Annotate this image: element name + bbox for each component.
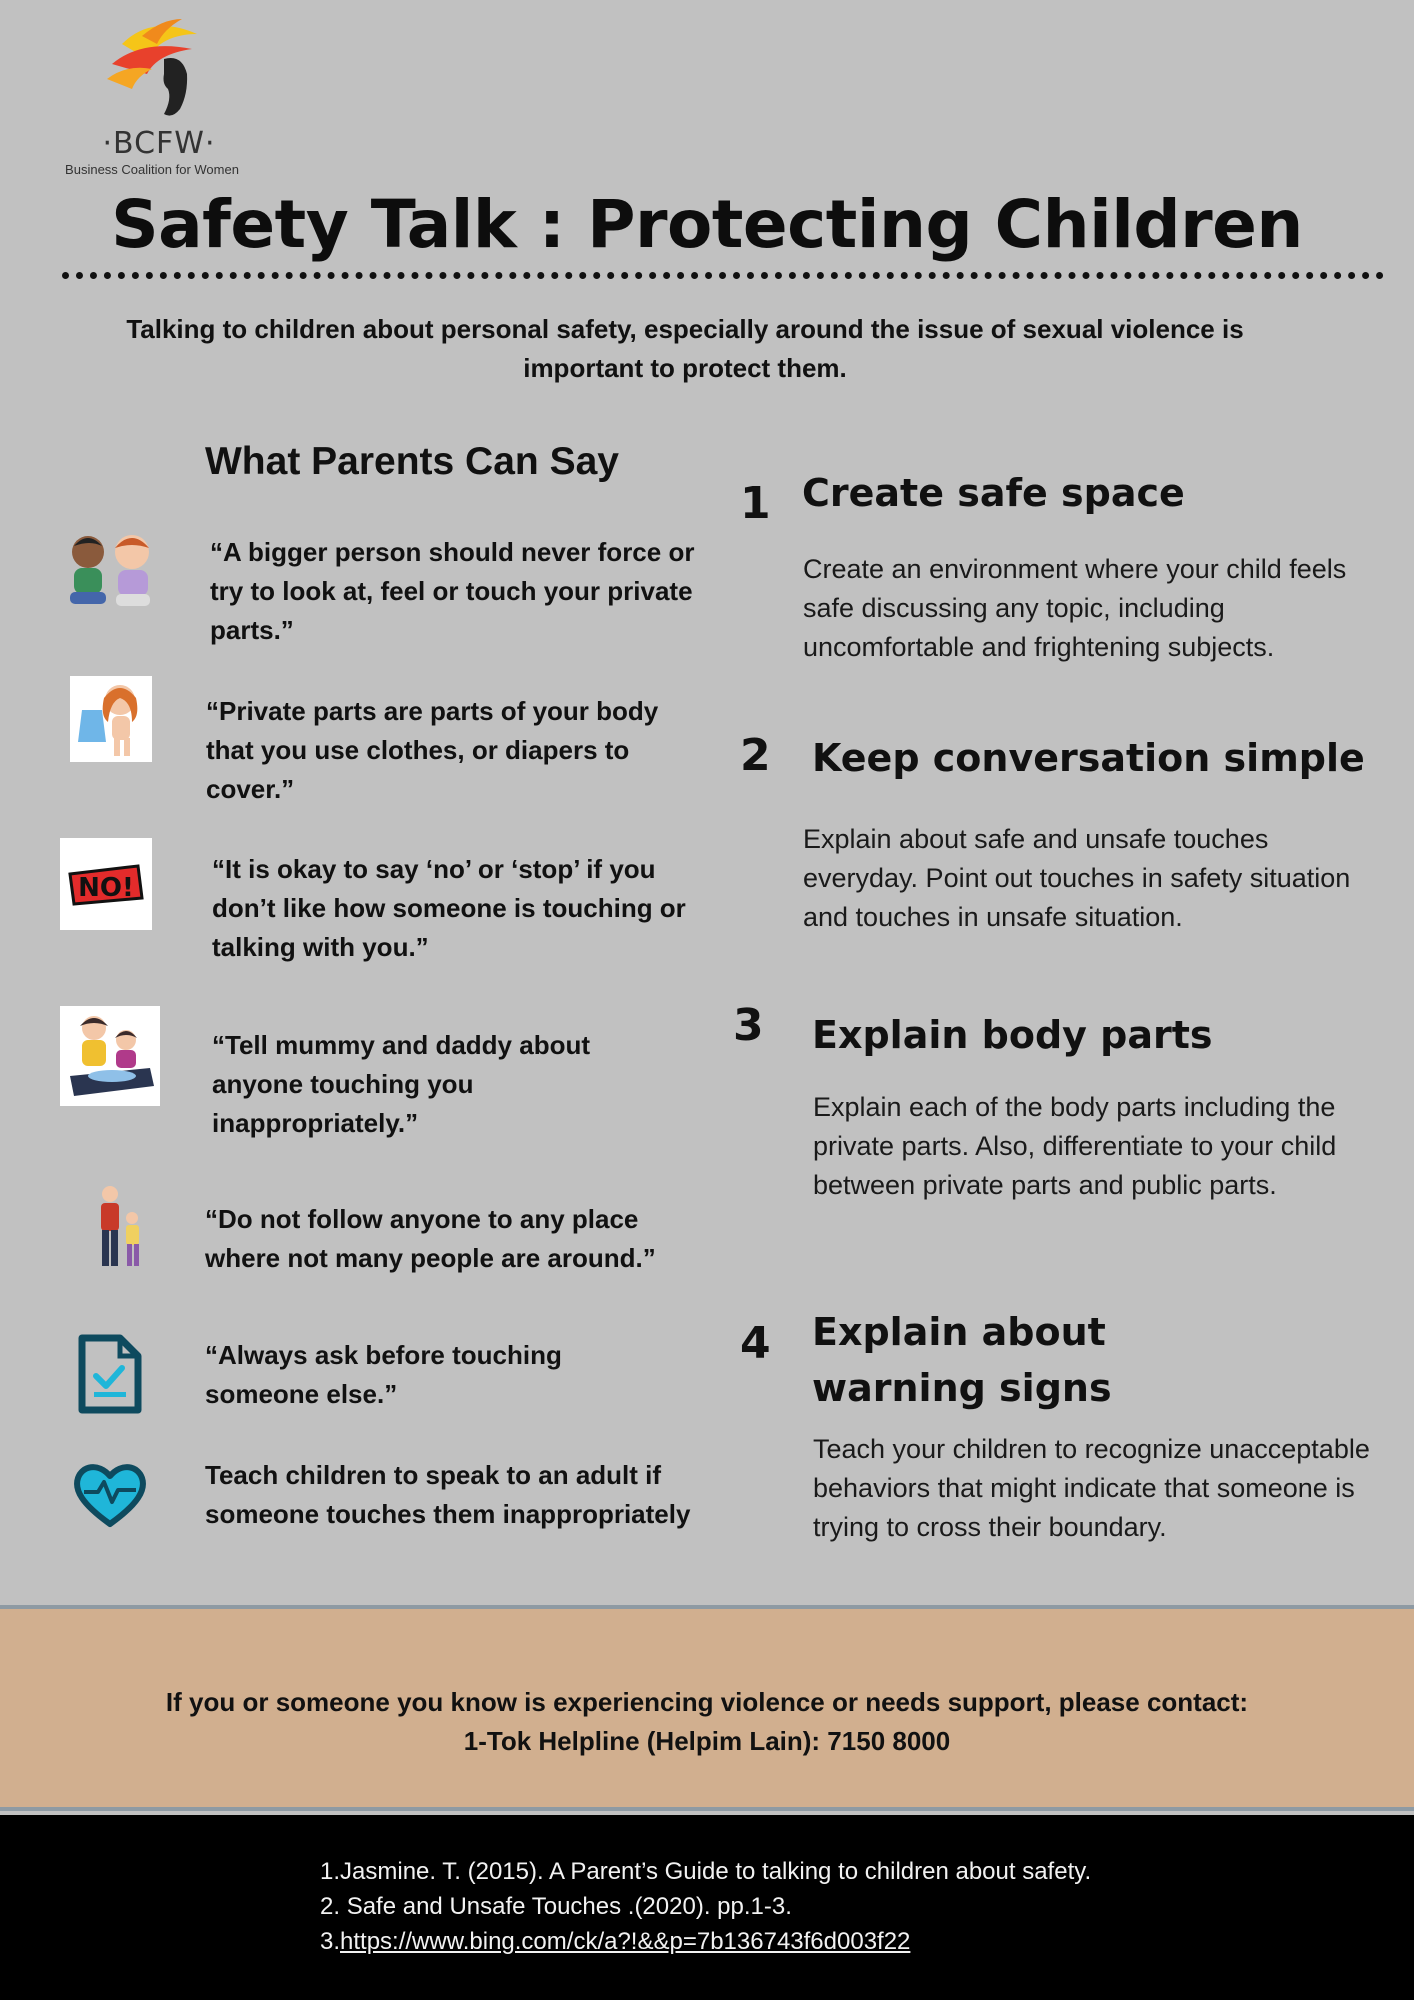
contact-message: If you or someone you know is experiencing violence or needs support, please contact:: [165, 1687, 1249, 1717]
title-divider: [62, 272, 1384, 279]
step-number: 4: [740, 1318, 771, 1369]
children-icon: [60, 530, 162, 612]
reference-item: 3.https://www.bing.com/ck/a?!&&p=7b136743f6d003f22: [320, 1928, 911, 1955]
step-text: Create an environment where your child feels safe discussing any topic, including uncomfortable and frightening subjects.: [803, 554, 1347, 662]
step-number: 1: [740, 478, 771, 529]
checklist-document-icon: [78, 1334, 142, 1414]
say-item-text: Teach children to speak to an adult if someone touches them inappropriately: [205, 1460, 691, 1529]
heart-pulse-icon: [72, 1460, 148, 1530]
what-parents-can-say-heading: What Parents Can Say: [205, 440, 619, 483]
reference-link[interactable]: https://www.bing.com/ck/a?!&&p=7b136743f6d003f22: [340, 1928, 911, 1955]
family-cooking-icon: [60, 1006, 160, 1106]
step-number: 3: [733, 1000, 764, 1051]
svg-text:NO!: NO!: [78, 873, 134, 903]
reference-item: 2. Safe and Unsafe Touches .(2020). pp.1-3.: [320, 1893, 792, 1920]
girl-dress-icon: [70, 676, 152, 762]
logo-name: ·BCFW·: [102, 126, 216, 161]
say-item-text: “A bigger person should never force or try to look at, feel or touch your private parts.”: [210, 537, 695, 645]
step-text: Explain about safe and unsafe touches everyday. Point out touches in safety situation and touches in unsafe situation.: [803, 824, 1351, 932]
no-sign-icon: [60, 838, 152, 930]
intro-text: Talking to children about personal safety, especially around the issue of sexual violence is important to protect them.: [126, 314, 1244, 383]
step-text: Teach your children to recognize unacceptable behaviors that might indicate that someone is trying to cross their boundary.: [813, 1434, 1370, 1542]
logo-subtitle: Business Coalition for Women: [65, 162, 239, 177]
say-item-text: “Always ask before touching someone else.”: [205, 1340, 562, 1409]
say-item-text: “Tell mummy and daddy about anyone touching you inappropriately.”: [212, 1030, 591, 1138]
contact-banner: [0, 1605, 1414, 1811]
say-item-text: “Private parts are parts of your body that you use clothes, or diapers to cover.”: [206, 696, 659, 804]
bird-woman-logo-icon: [102, 14, 212, 124]
parent-child-walking-icon: [90, 1184, 150, 1272]
step-title: Create safe space: [802, 471, 1185, 515]
step-title: Explain body parts: [812, 1013, 1213, 1057]
bcfw-logo: [62, 14, 242, 176]
step-title: Explain about warning signs: [812, 1310, 1112, 1410]
say-item-text: “It is okay to say ‘no’ or ‘stop’ if you don’t like how someone is touching or talking with you.”: [212, 854, 686, 962]
page-title: Safety Talk : Protecting Children: [111, 186, 1303, 263]
step-text: Explain each of the body parts including the private parts. Also, differentiate to your child between private parts and public parts.: [813, 1092, 1337, 1200]
step-number: 2: [740, 730, 771, 781]
reference-item: 1.Jasmine. T. (2015). A Parent’s Guide to talking to children about safety.: [320, 1858, 1092, 1885]
say-item-text: “Do not follow anyone to any place where not many people are around.”: [205, 1204, 656, 1273]
step-title: Keep conversation simple: [812, 736, 1365, 780]
helpline-number: 1-Tok Helpline (Helpim Lain): 7150 8000: [463, 1726, 951, 1756]
references-footer: [0, 1815, 1414, 2000]
